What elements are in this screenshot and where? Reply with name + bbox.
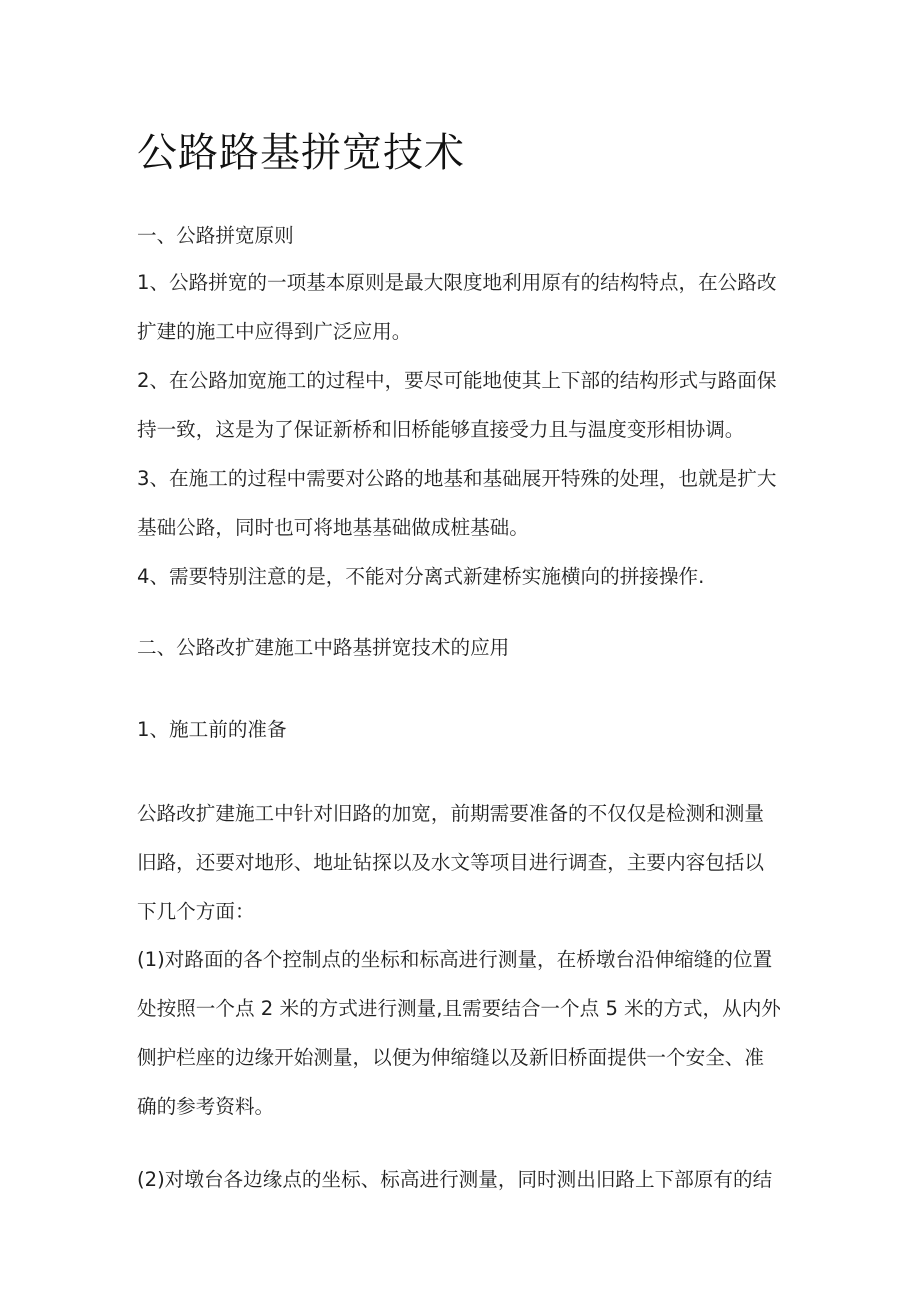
paragraph-line: (2)对墩台各边缘点的坐标、标高进行测量，同时测出旧路上下部原有的结 (137, 1168, 773, 1191)
paragraph-line: 侧护栏座的边缘开始测量，以便为伸缩缝以及新旧桥面提供一个安全、准 (137, 1046, 764, 1069)
paragraph-line: (1)对路面的各个控制点的坐标和标高进行测量，在桥墩台沿伸缩缝的位置 (137, 948, 773, 971)
principle-item-4 (137, 552, 797, 601)
paragraph-line: 4、需要特别注意的是，不能对分离式新建桥实施横向的拼接操作. (137, 565, 705, 588)
preparation-point-1 (137, 935, 797, 1131)
preparation-point-2 (137, 1155, 797, 1204)
paragraph-line: 1、公路拼宽的一项基本原则是最大限度地利用原有的结构特点，在公路改 (137, 271, 777, 294)
paragraph-line: 处按照一个点 2 米的方式进行测量,且需要结合一个点 5 米的方式，从内外 (137, 997, 781, 1020)
principle-item-3 (137, 454, 797, 552)
section-heading-application: 二、公路改扩建施工中路基拼宽技术的应用 (137, 636, 510, 659)
paragraph-line: 公路改扩建施工中针对旧路的加宽，前期需要准备的不仅仅是检测和测量 (137, 802, 764, 825)
preparation-intro-paragraph (137, 789, 797, 936)
section-heading-principles: 一、公路拼宽原则 (137, 224, 294, 247)
paragraph-line: 下几个方面： (137, 900, 255, 923)
paragraph-line: 3、在施工的过程中需要对公路的地基和基础展开特殊的处理，也就是扩大 (137, 467, 777, 490)
paragraph-line: 扩建的施工中应得到广泛应用。 (137, 320, 412, 343)
subsection-heading-preparation: 1、施工前的准备 (137, 718, 287, 741)
paragraph-line: 确的参考资料。 (137, 1095, 275, 1118)
paragraph-line: 持一致，这是为了保证新桥和旧桥能够直接受力且与温度变形相协调。 (137, 418, 745, 441)
principle-item-1 (137, 258, 797, 356)
paragraph-line: 基础公路，同时也可将地基基础做成桩基础。 (137, 516, 529, 539)
document-title: 公路路基拼宽技术 (137, 130, 465, 176)
paragraph-line: 2、在公路加宽施工的过程中，要尽可能地使其上下部的结构形式与路面保 (137, 369, 777, 392)
principle-item-2 (137, 356, 797, 454)
paragraph-line: 旧路，还要对地形、地址钻探以及水文等项目进行调查，主要内容包括以 (137, 851, 764, 874)
